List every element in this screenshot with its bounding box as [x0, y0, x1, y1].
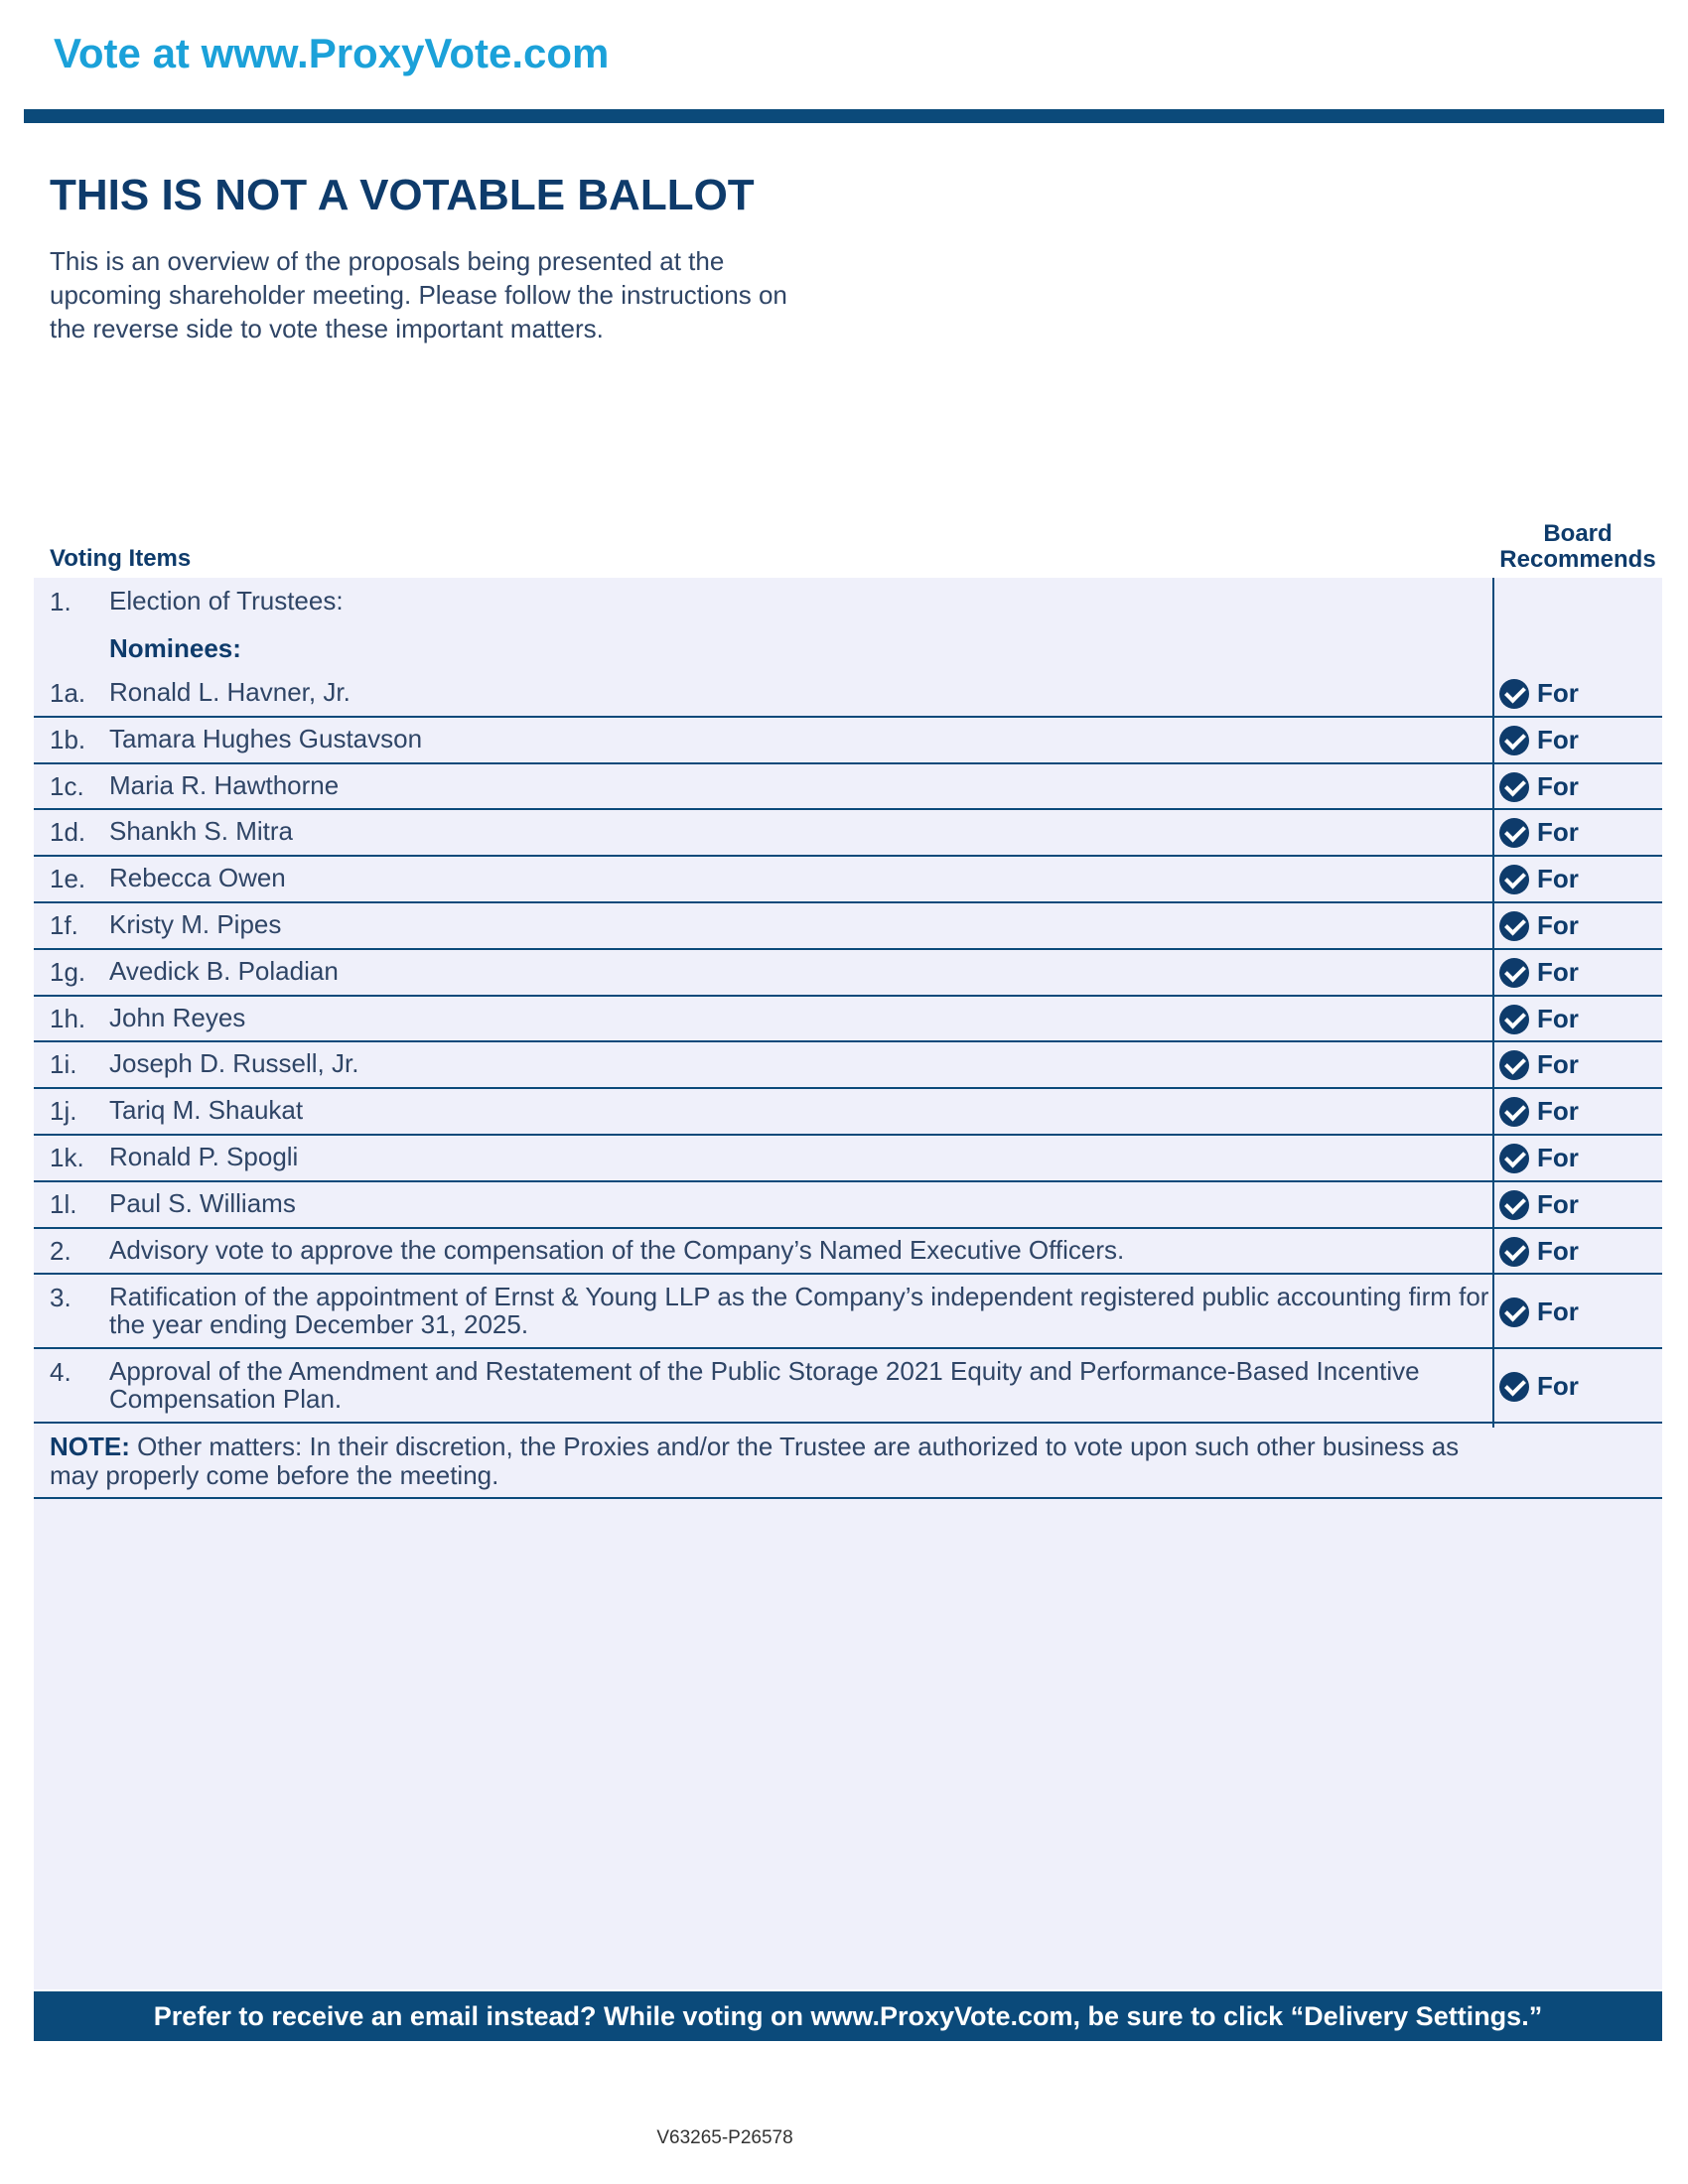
recommendation-label: For [1537, 771, 1579, 801]
checkmark-icon [1499, 1097, 1529, 1127]
item-number: 4. [50, 1357, 71, 1387]
item-number: 1a. [50, 678, 86, 708]
item-text: Ronald P. Spogli [109, 1142, 299, 1171]
recommendation-label: For [1537, 957, 1579, 987]
recommendation-label: For [1537, 1049, 1579, 1079]
recommendation-label: For [1537, 678, 1579, 708]
intro-line: the reverse side to vote these important matters. [50, 314, 604, 343]
voting-item-row [34, 1229, 1662, 1275]
board-recommendation [1499, 1096, 1579, 1127]
item-text: Election of Trustees: [109, 586, 344, 615]
intro-text [50, 244, 844, 345]
board-header-line: Recommends [1499, 546, 1656, 573]
item-number: 1g. [50, 957, 86, 987]
note-text: Other matters: In their discretion, the Proxies and/or the Trustee are authorized to vote upon such other business as may properly come before the meeting. [50, 1432, 1460, 1490]
board-recommendation [1499, 1004, 1579, 1034]
nominees-label: Nominees: [109, 633, 241, 663]
recommendation-label: For [1537, 864, 1579, 893]
checkmark-icon [1499, 726, 1529, 755]
header-rule [24, 109, 1664, 123]
recommendation-label: For [1537, 910, 1579, 940]
voting-item-row [34, 1349, 1662, 1424]
recommendation-label: For [1537, 1004, 1579, 1033]
recommendation-label: For [1537, 1143, 1579, 1172]
item-text: Ronald L. Havner, Jr. [109, 677, 351, 707]
item-text: Kristy M. Pipes [109, 909, 282, 939]
item-text: Shankh S. Mitra [109, 816, 293, 846]
checkmark-icon [1499, 1144, 1529, 1173]
item-text: Rebecca Owen [109, 863, 286, 892]
item-number: 1k. [50, 1143, 84, 1172]
board-recommendation [1499, 1297, 1579, 1327]
checkmark-icon [1499, 1050, 1529, 1080]
column-divider [1492, 578, 1494, 1428]
voting-item-row [34, 857, 1662, 903]
board-recommendation [1499, 1371, 1579, 1402]
document-code: V63265-P26578 [656, 2127, 793, 2148]
recommendation-label: For [1537, 725, 1579, 754]
item-number: 1e. [50, 864, 86, 893]
voting-item-row [34, 1182, 1662, 1229]
voting-item-row [34, 903, 1662, 950]
voting-items-header: Voting Items [50, 545, 192, 572]
voting-item-row [34, 764, 1662, 810]
item-number: 2. [50, 1236, 71, 1266]
checkmark-icon [1499, 865, 1529, 894]
board-recommendation [1499, 864, 1579, 894]
board-recommendation [1499, 1189, 1579, 1220]
voting-item-row [34, 810, 1662, 857]
voting-item-row [34, 718, 1662, 764]
item-text: Ratification of the appointment of Ernst & Young LLP as the Company’s independent registered public accounting firm for the year ending December 31, 2025. [109, 1282, 1489, 1339]
board-recommendation [1499, 957, 1579, 988]
note-rule [34, 1497, 1662, 1499]
voting-item-row [34, 1042, 1662, 1089]
item-number: 3. [50, 1283, 71, 1312]
recommendation-label: For [1537, 1096, 1579, 1126]
item-text: Avedick B. Poladian [109, 956, 339, 986]
delivery-settings-banner: Prefer to receive an email instead? While voting on www.ProxyVote.com, be sure to click “Delivery Settings.” [34, 1991, 1662, 2041]
item-number: 1l. [50, 1189, 77, 1219]
item-text: Maria R. Hawthorne [109, 770, 340, 800]
item-number: 1j. [50, 1096, 77, 1126]
checkmark-icon [1499, 1372, 1529, 1402]
voting-item-row [34, 950, 1662, 997]
header-title: Vote at www.ProxyVote.com [54, 30, 610, 76]
checkmark-icon [1499, 1297, 1529, 1327]
board-recommendation [1499, 678, 1579, 709]
voting-item-row [34, 580, 1662, 627]
voting-item-row [34, 1136, 1662, 1182]
note [50, 1433, 1479, 1490]
intro-line: upcoming shareholder meeting. Please follow the instructions on [50, 280, 787, 310]
voting-item-row [34, 627, 1662, 671]
board-recommendation [1499, 725, 1579, 755]
item-text: Advisory vote to approve the compensation of the Company’s Named Executive Officers. [109, 1235, 1125, 1265]
item-text: Approval of the Amendment and Restatement of the Public Storage 2021 Equity and Performance-Based Incentive Compensation Plan. [109, 1356, 1420, 1414]
board-recommendation [1499, 1236, 1579, 1267]
note-label: NOTE: [50, 1432, 130, 1461]
item-number: 1h. [50, 1004, 86, 1033]
recommendation-label: For [1537, 817, 1579, 847]
checkmark-icon [1499, 958, 1529, 988]
checkmark-icon [1499, 772, 1529, 802]
voting-item-row [34, 671, 1662, 718]
recommendation-label: For [1537, 1297, 1579, 1326]
item-number: 1. [50, 587, 71, 616]
voting-item-row [34, 997, 1662, 1042]
item-number: 1b. [50, 725, 86, 754]
ballot-title: THIS IS NOT A VOTABLE BALLOT [50, 171, 755, 219]
checkmark-icon [1499, 1190, 1529, 1220]
voting-item-row [34, 1089, 1662, 1136]
item-text: Joseph D. Russell, Jr. [109, 1048, 359, 1078]
recommendation-label: For [1537, 1371, 1579, 1401]
board-recommendation [1499, 771, 1579, 802]
voting-item-row [34, 1275, 1662, 1349]
checkmark-icon [1499, 1237, 1529, 1267]
board-header-line: Board [1543, 520, 1613, 547]
checkmark-icon [1499, 818, 1529, 848]
board-recommendation [1499, 817, 1579, 848]
item-text: Paul S. Williams [109, 1188, 296, 1218]
checkmark-icon [1499, 1005, 1529, 1034]
board-recommendation [1499, 1143, 1579, 1173]
checkmark-icon [1499, 911, 1529, 941]
item-number: 1c. [50, 771, 84, 801]
intro-line: This is an overview of the proposals being presented at the [50, 246, 725, 276]
item-text: Tamara Hughes Gustavson [109, 724, 423, 753]
board-recommends-header [1493, 521, 1662, 573]
item-number: 1f. [50, 910, 78, 940]
recommendation-label: For [1537, 1189, 1579, 1219]
item-text: Tariq M. Shaukat [109, 1095, 304, 1125]
recommendation-label: For [1537, 1236, 1579, 1266]
board-recommendation [1499, 1049, 1579, 1080]
item-text: John Reyes [109, 1003, 246, 1032]
item-number: 1i. [50, 1049, 77, 1079]
checkmark-icon [1499, 679, 1529, 709]
item-number: 1d. [50, 817, 86, 847]
board-recommendation [1499, 910, 1579, 941]
